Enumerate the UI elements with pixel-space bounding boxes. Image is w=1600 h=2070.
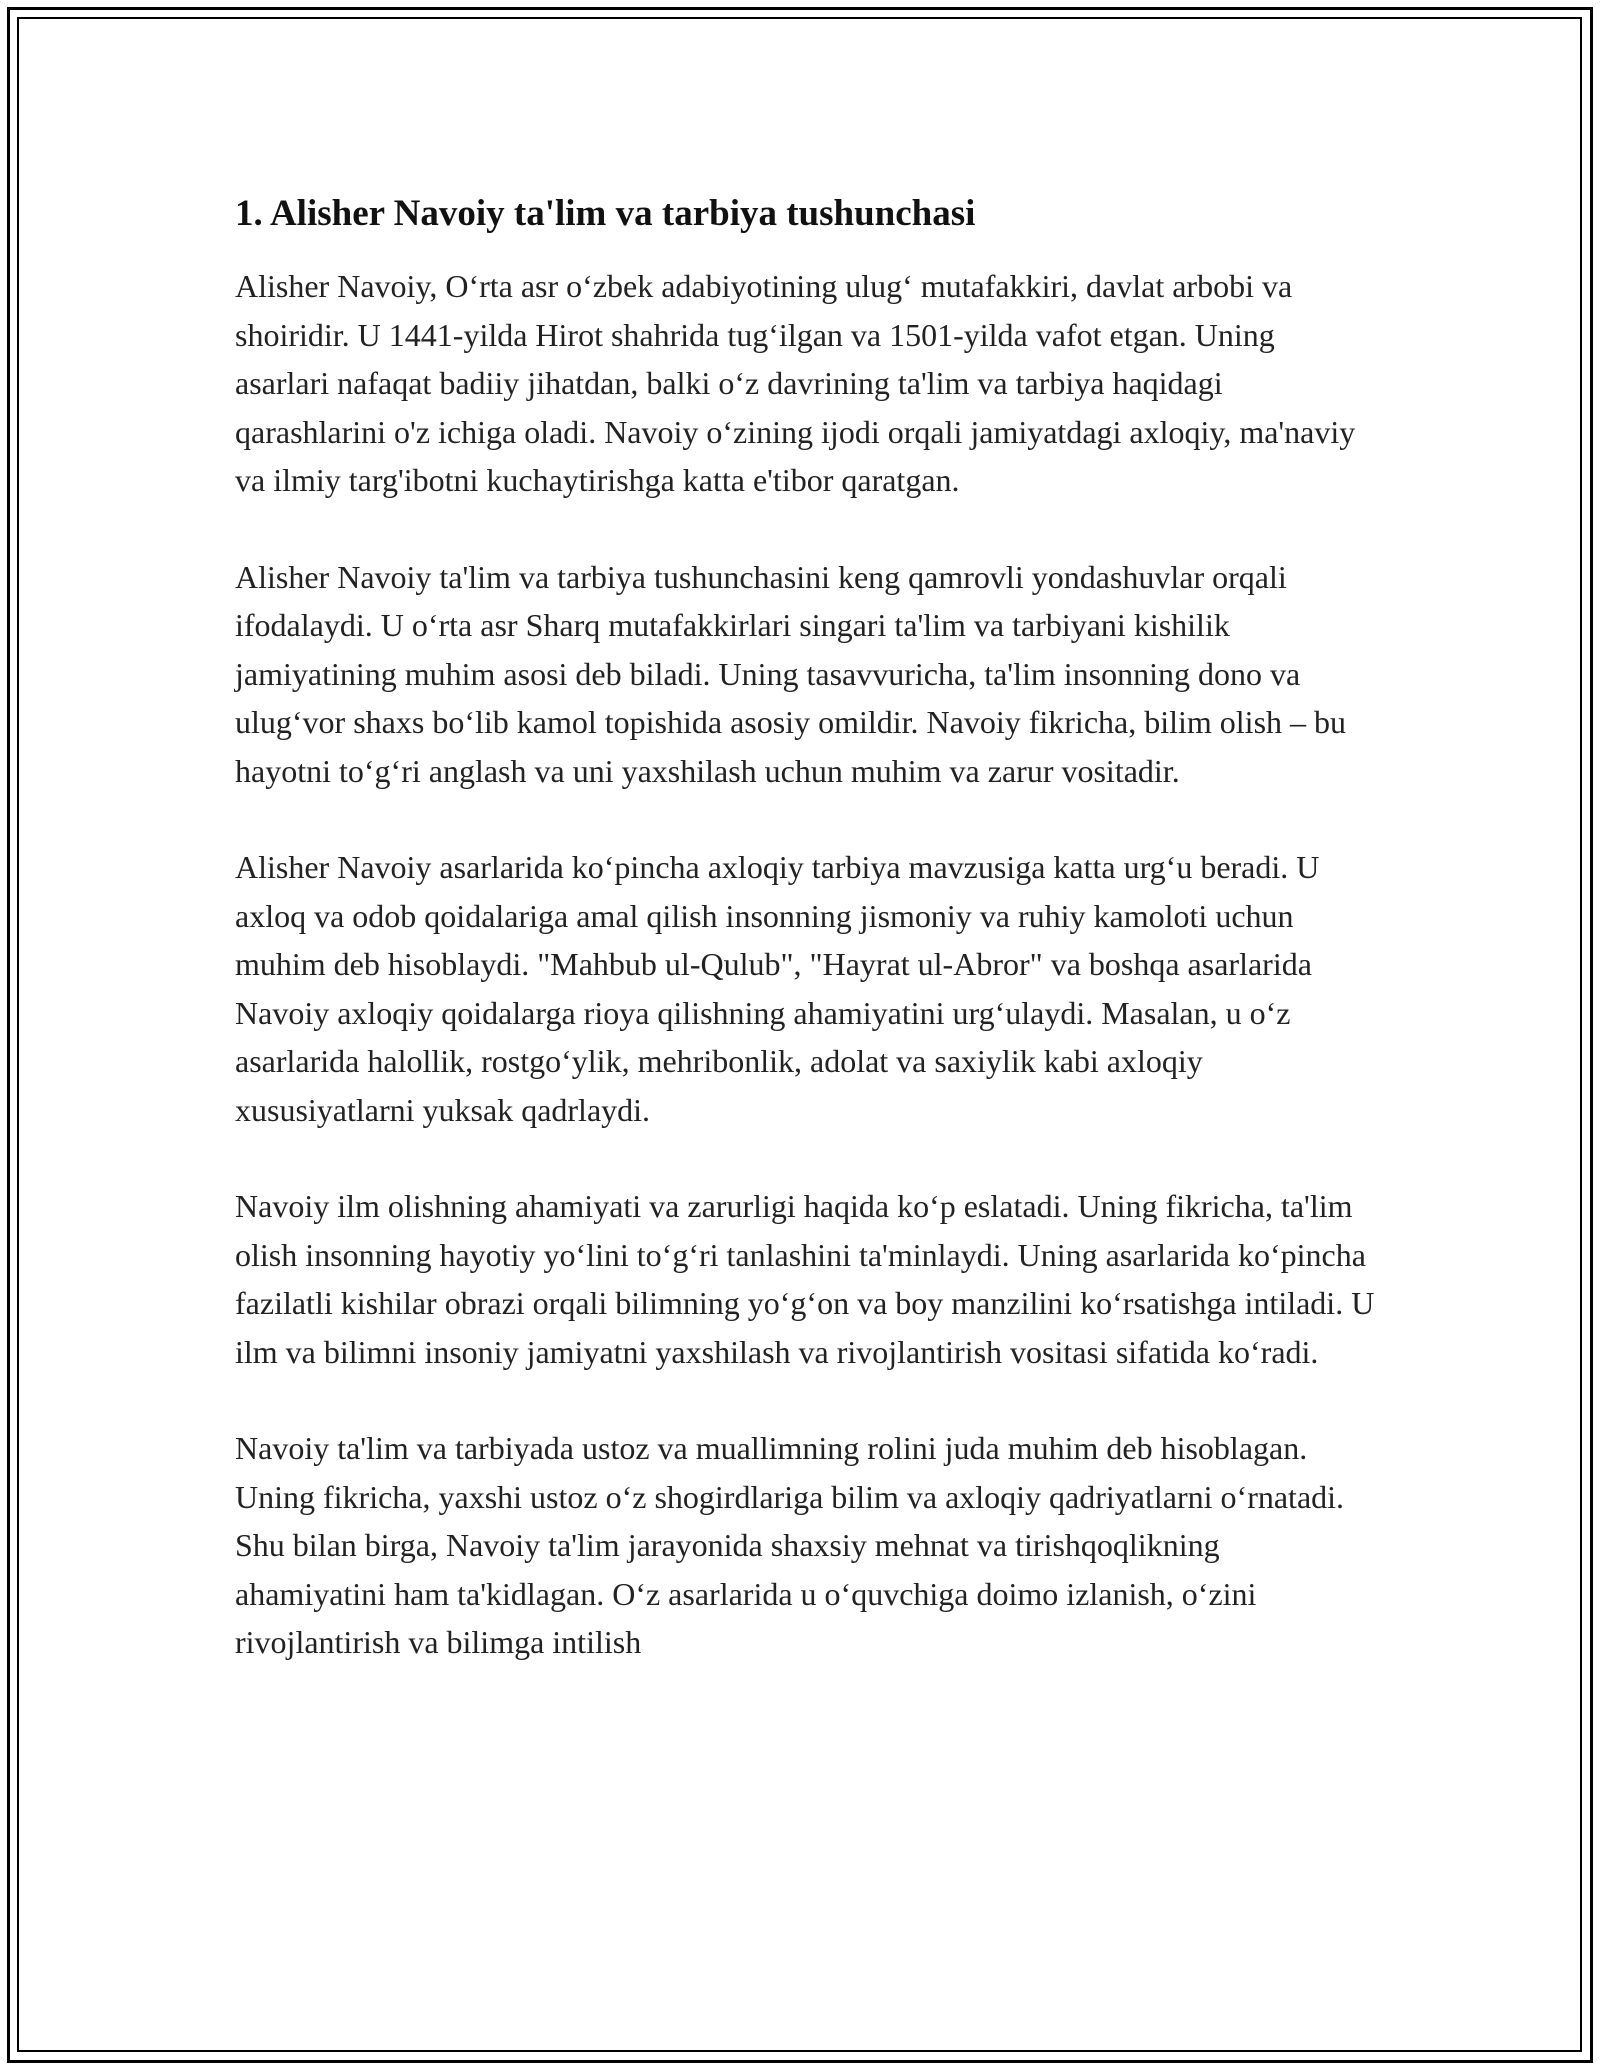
- section-heading: 1. Alisher Navoiy ta'lim va tarbiya tushunchasi: [235, 193, 976, 234]
- document-body: [235, 186, 1375, 1715]
- paragraph-moral-education: Alisher Navoiy asarlarida ko‘pincha axloqiy tarbiya mavzusiga katta urg‘u beradi. U axloq va odob qoidalariga amal qilish insonning jismoniy va ruhiy kamoloti uchun muhim deb hisoblaydi. "Mahbub ul-Qulub", "Hayrat ul-Abror" va boshqa asarlarida Navoiy axloqiy qoidalarga rioya qilishning ahamiyatini urg‘ulaydi. Masalan, u o‘z asarlarida halollik, rostgo‘ylik, mehribonlik, adolat va saxiylik kabi axloqiy xususiyatlarni yuksak qadrlaydi.: [235, 849, 1320, 1128]
- paragraph-teacher-role: Navoiy ta'lim va tarbiyada ustoz va muallimning rolini juda muhim deb hisoblagan. Uning fikricha, yaxshi ustoz o‘z shogirdlariga bilim va axloqiy qadriyatlarni o‘rnatadi. Shu bilan birga, Navoiy ta'lim jarayonida shaxsiy mehnat va tirishqoqlikning ahamiyatini ham ta'kidlagan. O‘z asarlarida u o‘quvchiga doimo izlanish, o‘zini rivojlantirish va bilimga intilish: [235, 1430, 1345, 1660]
- paragraph-intro: Alisher Navoiy, O‘rta asr o‘zbek adabiyotining ulug‘ mutafakkiri, davlat arbobi va shoiridir. U 1441-yilda Hirot shahrida tug‘ilgan va 1501-yilda vafot etgan. Uning asarlari nafaqat badiiy jihatdan, balki o‘z davrining ta'lim va tarbiya haqidagi qarashlarini o'z ichiga oladi. Navoiy o‘zining ijodi orqali jamiyatdagi axloqiy, ma'naviy va ilmiy targ'ibotni kuchaytirishga katta e'tibor qaratgan.: [235, 268, 1356, 498]
- paragraph-concept: Alisher Navoiy ta'lim va tarbiya tushunchasini keng qamrovli yondashuvlar orqali ifodalaydi. U o‘rta asr Sharq mutafakkirlari singari ta'lim va tarbiyani kishilik jamiyatining muhim asosi deb biladi. Uning tasavvuricha, ta'lim insonning dono va ulug‘vor shaxs bo‘lib kamol topishida asosiy omildir. Navoiy fikricha, bilim olish – bu hayotni to‘g‘ri anglash va uni yaxshilash uchun muhim va zarur vositadir.: [235, 558, 1347, 789]
- paragraph-knowledge: Navoiy ilm olishning ahamiyati va zarurligi haqida ko‘p eslatadi. Uning fikricha, ta'lim olish insonning hayotiy yo‘lini to‘g‘ri tanlashini ta'minlaydi. Uning asarlarida ko‘pincha fazilatli kishilar obrazi orqali bilimning yo‘g‘on va boy manzilini ko‘rsatishga intiladi. U ilm va bilimni insoniy jamiyatni yaxshilash va rivojlantirish vositasi sifatida ko‘radi.: [235, 1188, 1375, 1370]
